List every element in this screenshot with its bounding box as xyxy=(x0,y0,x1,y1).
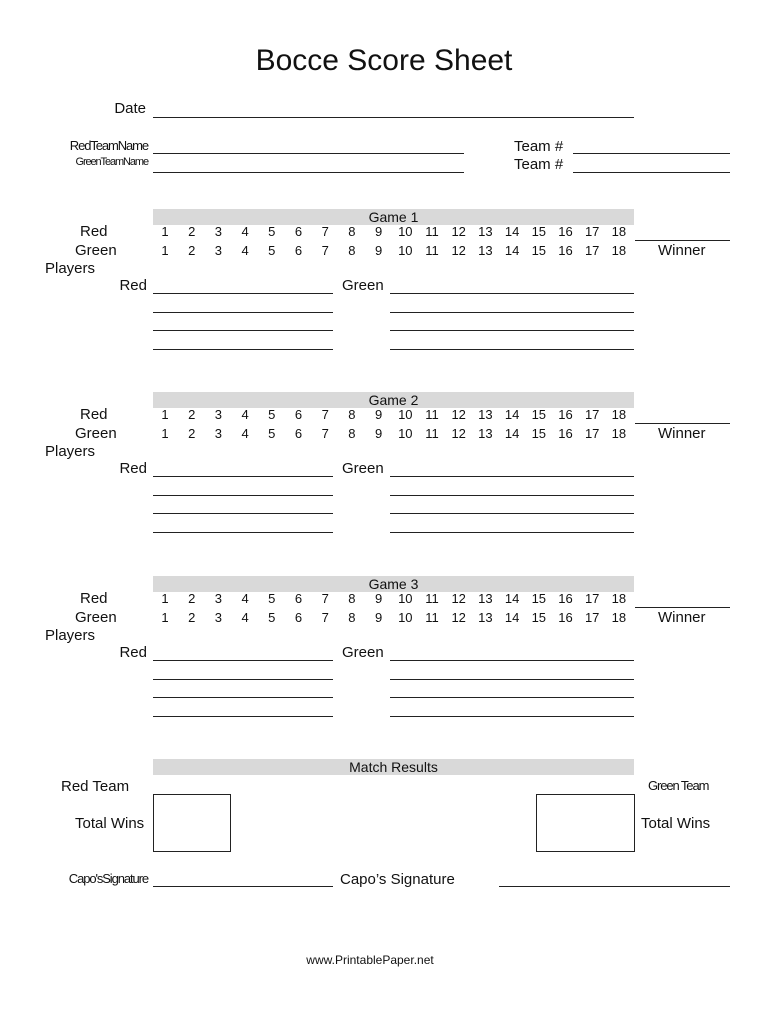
green-score-7[interactable]: 7 xyxy=(321,243,329,258)
green-score-6[interactable]: 6 xyxy=(294,243,303,258)
red-score-15[interactable]: 15 xyxy=(531,407,547,422)
red-players-label: Red xyxy=(119,277,147,294)
red-score-6[interactable]: 6 xyxy=(294,407,303,422)
green-score-8[interactable]: 8 xyxy=(348,243,356,258)
red-score-9[interactable]: 9 xyxy=(374,591,383,606)
green-team-name-label: GreenTeamName xyxy=(75,156,148,168)
red-score-1[interactable]: 1 xyxy=(161,407,169,422)
red-score-10[interactable]: 10 xyxy=(398,407,413,422)
red-score-3[interactable]: 3 xyxy=(214,407,222,422)
red-score-17[interactable]: 17 xyxy=(584,407,600,422)
red-score-18[interactable]: 18 xyxy=(611,591,627,606)
red-player-field[interactable] xyxy=(153,476,333,477)
footer-url: www.PrintablePaper.net xyxy=(306,953,434,967)
green-score-2[interactable]: 2 xyxy=(188,243,196,258)
red-score-3[interactable]: 3 xyxy=(214,224,222,239)
red-score-16[interactable]: 16 xyxy=(558,224,573,239)
red-player-field[interactable] xyxy=(153,679,333,680)
date-label: Date xyxy=(114,100,146,117)
green-score-16[interactable]: 16 xyxy=(558,610,573,625)
winner-label: Winner xyxy=(658,425,706,442)
red-score-13[interactable]: 13 xyxy=(478,224,493,239)
green-team-name-field[interactable] xyxy=(153,172,464,173)
red-score-13[interactable]: 13 xyxy=(478,591,493,606)
green-score-18[interactable]: 18 xyxy=(611,610,627,625)
green-score-5[interactable]: 5 xyxy=(268,243,276,258)
red-score-10[interactable]: 10 xyxy=(398,591,413,606)
green-total-wins-label: Total Wins xyxy=(641,815,711,832)
red-player-field[interactable] xyxy=(153,495,333,496)
players-label: Players xyxy=(45,443,96,460)
green-score-17[interactable]: 17 xyxy=(584,426,600,441)
green-score-3[interactable]: 3 xyxy=(214,243,222,258)
green-player-field[interactable] xyxy=(390,716,634,717)
green-player-field[interactable] xyxy=(390,312,634,313)
green-score-11[interactable]: 11 xyxy=(425,426,439,441)
green-team-number-field[interactable] xyxy=(573,172,730,173)
red-team-number-field[interactable] xyxy=(573,153,730,154)
red-score-9[interactable]: 9 xyxy=(374,224,383,239)
green-score-11[interactable]: 11 xyxy=(425,243,439,258)
red-score-2[interactable]: 2 xyxy=(188,591,196,606)
green-score-4[interactable]: 4 xyxy=(241,426,249,441)
winner-field[interactable] xyxy=(635,423,730,424)
red-score-17[interactable]: 17 xyxy=(584,591,600,606)
red-player-field[interactable] xyxy=(153,513,333,514)
green-score-10[interactable]: 10 xyxy=(398,243,413,258)
red-player-field[interactable] xyxy=(153,716,333,717)
green-player-field[interactable] xyxy=(390,660,634,661)
green-score-13[interactable]: 13 xyxy=(478,426,493,441)
green-score-2[interactable]: 2 xyxy=(188,610,196,625)
red-score-18[interactable]: 18 xyxy=(611,407,627,422)
green-score-13[interactable]: 13 xyxy=(478,610,493,625)
green-score-14[interactable]: 14 xyxy=(504,243,520,258)
green-score-18[interactable]: 18 xyxy=(611,426,627,441)
green-score-12[interactable]: 12 xyxy=(451,243,466,258)
red-player-field[interactable] xyxy=(153,330,333,331)
green-players-label: Green xyxy=(342,644,384,661)
red-score-11[interactable]: 11 xyxy=(425,591,439,606)
green-score-1[interactable]: 1 xyxy=(161,426,169,441)
green-player-field[interactable] xyxy=(390,293,634,294)
red-score-4[interactable]: 4 xyxy=(241,591,249,606)
red-score-3[interactable]: 3 xyxy=(214,591,222,606)
green-players-label: Green xyxy=(342,460,384,477)
game-header-bar xyxy=(153,576,634,592)
green-player-field[interactable] xyxy=(390,349,634,350)
red-score-18[interactable]: 18 xyxy=(611,224,627,239)
red-score-16[interactable]: 16 xyxy=(558,407,573,422)
match-results-title: Match Results xyxy=(349,759,438,775)
red-score-2[interactable]: 2 xyxy=(188,224,196,239)
green-score-6[interactable]: 6 xyxy=(294,426,303,441)
red-team-label: Red Team xyxy=(61,778,130,795)
green-score-15[interactable]: 15 xyxy=(531,610,547,625)
match-results-bar xyxy=(153,759,634,775)
red-score-12[interactable]: 12 xyxy=(451,224,466,239)
green-score-12[interactable]: 12 xyxy=(451,610,466,625)
green-score-7[interactable]: 7 xyxy=(321,426,329,441)
red-capo-signature-label: Capo'sSignature xyxy=(68,871,148,886)
red-team-number-label: Team # xyxy=(514,138,564,155)
winner-field[interactable] xyxy=(635,240,730,241)
winner-field[interactable] xyxy=(635,607,730,608)
red-score-6[interactable]: 6 xyxy=(294,591,303,606)
red-score-1[interactable]: 1 xyxy=(161,224,169,239)
green-score-10[interactable]: 10 xyxy=(398,610,413,625)
red-capo-signature-field[interactable] xyxy=(153,886,333,887)
red-players-label: Red xyxy=(119,644,147,661)
red-total-wins-label: Total Wins xyxy=(75,815,145,832)
red-score-13[interactable]: 13 xyxy=(478,407,493,422)
green-score-3[interactable]: 3 xyxy=(214,610,222,625)
red-player-field[interactable] xyxy=(153,660,333,661)
green-score-7[interactable]: 7 xyxy=(321,610,329,625)
green-score-5[interactable]: 5 xyxy=(268,610,276,625)
green-row-label: Green xyxy=(75,425,117,442)
red-score-14[interactable]: 14 xyxy=(504,591,520,606)
red-players-label: Red xyxy=(119,460,147,477)
green-score-12[interactable]: 12 xyxy=(451,426,466,441)
red-score-6[interactable]: 6 xyxy=(294,224,303,239)
green-score-11[interactable]: 11 xyxy=(425,610,439,625)
green-score-16[interactable]: 16 xyxy=(558,243,573,258)
green-score-16[interactable]: 16 xyxy=(558,426,573,441)
red-score-4[interactable]: 4 xyxy=(241,224,249,239)
red-score-14[interactable]: 14 xyxy=(504,407,520,422)
game-header-bar xyxy=(153,392,634,408)
game-title: Game 2 xyxy=(368,392,419,408)
green-score-18[interactable]: 18 xyxy=(611,243,627,258)
date-field[interactable] xyxy=(153,117,634,118)
red-score-5[interactable]: 5 xyxy=(268,407,276,422)
green-total-wins-box[interactable] xyxy=(536,794,635,852)
green-player-field[interactable] xyxy=(390,495,634,496)
red-score-4[interactable]: 4 xyxy=(241,407,249,422)
red-score-8[interactable]: 8 xyxy=(348,591,356,606)
green-score-4[interactable]: 4 xyxy=(241,610,249,625)
green-capo-signature-field[interactable] xyxy=(499,886,730,887)
red-score-8[interactable]: 8 xyxy=(348,224,356,239)
red-score-17[interactable]: 17 xyxy=(584,224,600,239)
game-title: Game 1 xyxy=(368,209,419,225)
green-score-8[interactable]: 8 xyxy=(348,610,356,625)
red-score-11[interactable]: 11 xyxy=(425,407,439,422)
red-row-label: Red xyxy=(80,223,108,240)
green-player-field[interactable] xyxy=(390,532,634,533)
red-player-field[interactable] xyxy=(153,697,333,698)
red-score-15[interactable]: 15 xyxy=(531,591,547,606)
green-player-field[interactable] xyxy=(390,476,634,477)
red-player-field[interactable] xyxy=(153,293,333,294)
green-score-17[interactable]: 17 xyxy=(584,243,600,258)
red-score-7[interactable]: 7 xyxy=(321,591,329,606)
page-title: Bocce Score Sheet xyxy=(255,44,513,77)
red-team-name-field[interactable] xyxy=(153,153,464,154)
red-score-11[interactable]: 11 xyxy=(425,224,439,239)
red-score-5[interactable]: 5 xyxy=(268,591,276,606)
red-score-1[interactable]: 1 xyxy=(161,591,169,606)
red-player-field[interactable] xyxy=(153,312,333,313)
green-score-6[interactable]: 6 xyxy=(294,610,303,625)
green-score-17[interactable]: 17 xyxy=(584,610,600,625)
green-score-9[interactable]: 9 xyxy=(374,426,383,441)
green-players-label: Green xyxy=(342,277,384,294)
game-header-bar xyxy=(153,209,634,225)
winner-label: Winner xyxy=(658,609,706,626)
green-score-1[interactable]: 1 xyxy=(161,243,169,258)
green-player-field[interactable] xyxy=(390,679,634,680)
red-score-10[interactable]: 10 xyxy=(398,224,413,239)
green-score-15[interactable]: 15 xyxy=(531,426,547,441)
game-title: Game 3 xyxy=(368,576,419,592)
green-score-14[interactable]: 14 xyxy=(504,610,520,625)
green-score-5[interactable]: 5 xyxy=(268,426,276,441)
red-player-field[interactable] xyxy=(153,349,333,350)
players-label: Players xyxy=(45,627,96,644)
red-score-14[interactable]: 14 xyxy=(504,224,520,239)
green-score-13[interactable]: 13 xyxy=(478,243,493,258)
winner-label: Winner xyxy=(658,242,706,259)
green-score-1[interactable]: 1 xyxy=(161,610,169,625)
red-score-16[interactable]: 16 xyxy=(558,591,573,606)
red-score-8[interactable]: 8 xyxy=(348,407,356,422)
red-score-12[interactable]: 12 xyxy=(451,591,466,606)
green-score-15[interactable]: 15 xyxy=(531,243,547,258)
green-player-field[interactable] xyxy=(390,697,634,698)
green-row-label: Green xyxy=(75,609,117,626)
red-score-12[interactable]: 12 xyxy=(451,407,466,422)
green-player-field[interactable] xyxy=(390,330,634,331)
green-team-label: Green Team xyxy=(648,778,709,793)
green-score-9[interactable]: 9 xyxy=(374,243,383,258)
red-score-9[interactable]: 9 xyxy=(374,407,383,422)
red-score-15[interactable]: 15 xyxy=(531,224,547,239)
green-score-10[interactable]: 10 xyxy=(398,426,413,441)
red-score-5[interactable]: 5 xyxy=(268,224,276,239)
green-player-field[interactable] xyxy=(390,513,634,514)
green-capo-signature-label: Capo’s Signature xyxy=(340,871,455,888)
red-team-name-label: RedTeamName xyxy=(69,138,148,153)
red-total-wins-box[interactable] xyxy=(153,794,231,852)
green-score-8[interactable]: 8 xyxy=(348,426,356,441)
red-player-field[interactable] xyxy=(153,532,333,533)
red-score-7[interactable]: 7 xyxy=(321,224,329,239)
red-score-2[interactable]: 2 xyxy=(188,407,196,422)
red-score-7[interactable]: 7 xyxy=(321,407,329,422)
green-score-2[interactable]: 2 xyxy=(188,426,196,441)
players-label: Players xyxy=(45,260,96,277)
green-score-3[interactable]: 3 xyxy=(214,426,222,441)
red-row-label: Red xyxy=(80,590,108,607)
green-score-14[interactable]: 14 xyxy=(504,426,520,441)
green-row-label: Green xyxy=(75,242,117,259)
green-score-9[interactable]: 9 xyxy=(374,610,383,625)
green-team-number-label: Team # xyxy=(514,156,564,173)
green-score-4[interactable]: 4 xyxy=(241,243,249,258)
red-row-label: Red xyxy=(80,406,108,423)
